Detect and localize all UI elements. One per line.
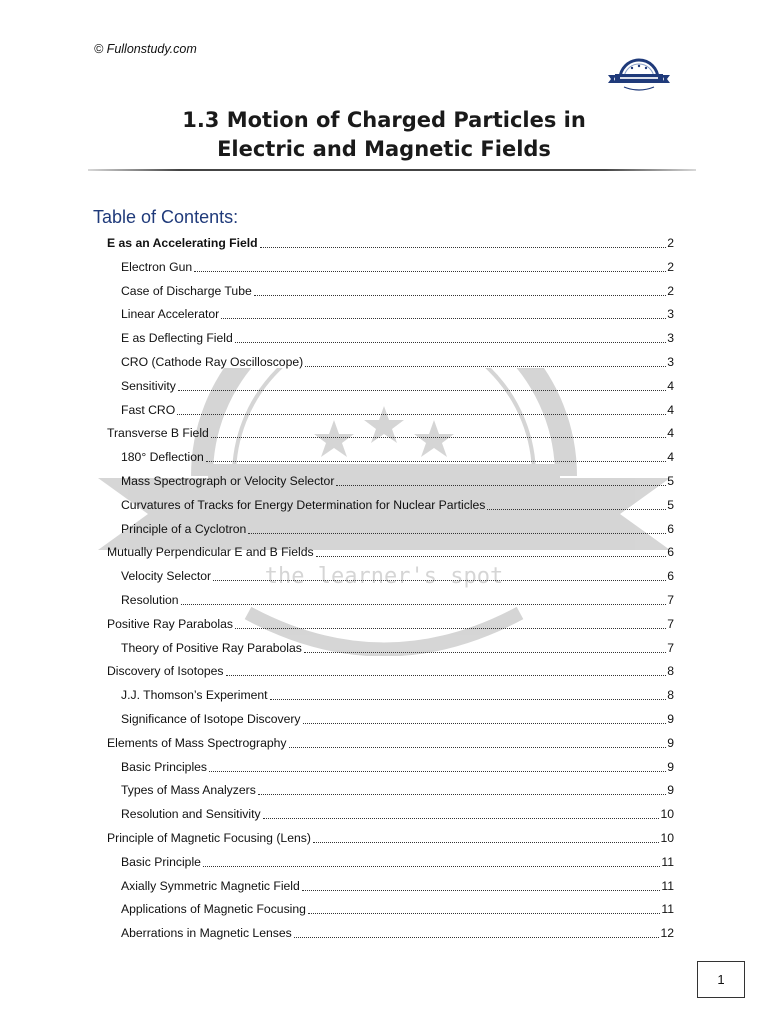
toc-entry-page: 3 <box>667 355 674 369</box>
toc-leader-dots <box>313 842 660 843</box>
toc-entry[interactable] <box>107 419 674 441</box>
watermark-text: the learner's spot <box>264 564 504 589</box>
toc-leader-dots <box>211 437 666 438</box>
toc-leader-dots <box>303 723 667 724</box>
toc-entry[interactable] <box>121 634 674 656</box>
toc-entry[interactable] <box>121 253 674 275</box>
toc-leader-dots <box>206 461 666 462</box>
toc-entry-page: 7 <box>667 616 674 631</box>
toc-entry-label: Resolution and Sensitivity <box>121 807 261 822</box>
toc-entry[interactable] <box>121 872 674 894</box>
toc-leader-dots <box>289 747 667 748</box>
toc-entry[interactable] <box>121 277 674 299</box>
toc-leader-dots <box>260 247 667 248</box>
site-logo <box>606 55 672 95</box>
toc-entry[interactable] <box>121 491 674 513</box>
page-title-line-1: 1.3 Motion of Charged Particles in <box>182 108 586 132</box>
toc-entry-label: E as an Accelerating Field <box>107 236 258 250</box>
toc-entry[interactable] <box>121 443 674 465</box>
toc-entry-page: 6 <box>667 521 674 536</box>
toc-entry-page: 4 <box>667 450 674 465</box>
toc-entry[interactable] <box>121 396 674 418</box>
toc-entry[interactable] <box>107 538 674 560</box>
toc-entry-label: Basic Principles <box>121 759 208 774</box>
toc-entry-page: 3 <box>667 307 674 322</box>
toc-entry-label: Elements of Mass Spectrography <box>107 735 287 750</box>
toc-entry[interactable] <box>121 372 674 394</box>
toc-leader-dots <box>203 866 660 867</box>
toc-entry[interactable] <box>107 610 674 632</box>
toc-entry-page: 11 <box>661 878 674 893</box>
toc-entry[interactable] <box>121 324 674 346</box>
toc-entry-label: Principle of a Cyclotron <box>121 521 247 536</box>
toc-entry-page: 12 <box>660 926 674 941</box>
toc-entry-page: 7 <box>667 593 674 607</box>
toc-entry-page: 9 <box>667 735 674 750</box>
toc-leader-dots <box>258 794 666 795</box>
toc-entry[interactable] <box>107 229 674 251</box>
toc-leader-dots <box>336 485 666 486</box>
toc-entry-label: J.J. Thomson’s Experiment <box>121 688 268 703</box>
toc-entry-page: 2 <box>667 259 674 274</box>
toc-entry-label: Linear Accelerator <box>121 307 220 322</box>
toc-leader-dots <box>270 699 667 700</box>
toc-entry-page: 11 <box>661 854 674 869</box>
toc-leader-dots <box>294 937 660 938</box>
toc-entry[interactable] <box>121 919 674 941</box>
toc-entry-label: Basic Principle <box>121 854 201 869</box>
toc-entry-label: Mutually Perpendicular E and B Fields <box>107 545 314 560</box>
toc-leader-dots <box>178 390 666 391</box>
toc-entry-label: Resolution <box>121 593 179 607</box>
toc-entry[interactable] <box>121 515 674 537</box>
toc-entry-page: 10 <box>660 831 674 845</box>
page-number: 1 <box>717 972 725 987</box>
toc-entry-page: 4 <box>667 426 674 441</box>
toc-entry[interactable] <box>121 586 674 608</box>
toc-entry-page: 11 <box>661 902 674 917</box>
toc-entry-page: 3 <box>667 331 674 346</box>
toc-entry-label: Case of Discharge Tube <box>121 283 252 298</box>
toc-entry[interactable] <box>121 800 674 822</box>
toc-leader-dots <box>304 652 666 653</box>
toc-entry-label: CRO (Cathode Ray Oscilloscope) <box>121 355 304 369</box>
toc-leader-dots <box>316 556 667 557</box>
toc-leader-dots <box>248 533 666 534</box>
page-number-box <box>697 961 745 998</box>
toc-leader-dots <box>194 271 666 272</box>
page-title-line-2: Electric and Magnetic Fields <box>217 137 551 161</box>
toc-leader-dots <box>302 890 661 891</box>
toc-entry-label: Positive Ray Parabolas <box>107 616 233 631</box>
toc-entry-label: 180° Deflection <box>121 450 204 465</box>
toc-leader-dots <box>177 414 666 415</box>
toc-entry-page: 6 <box>667 545 674 560</box>
toc-entry-page: 8 <box>667 688 674 703</box>
toc-entry-page: 10 <box>660 807 674 822</box>
toc-entry-page: 7 <box>667 640 674 655</box>
toc-entry[interactable] <box>121 776 674 798</box>
toc-entry-label: E as Deflecting Field <box>121 331 233 346</box>
toc-entry-label: Transverse B Field <box>107 426 209 441</box>
toc-entry-label: Significance of Isotope Discovery <box>121 712 301 726</box>
toc-heading: Table of Contents: <box>93 207 239 227</box>
toc-leader-dots <box>221 318 666 319</box>
toc-entry[interactable] <box>121 753 674 775</box>
toc-entry[interactable] <box>121 705 674 727</box>
toc-entry-label: Electron Gun <box>121 259 193 274</box>
toc-entry-page: 9 <box>667 759 674 774</box>
toc-leader-dots <box>305 366 666 367</box>
toc-entry[interactable] <box>107 657 674 679</box>
toc-leader-dots <box>226 675 667 676</box>
toc-entry[interactable] <box>121 300 674 322</box>
toc-leader-dots <box>235 342 666 343</box>
page-title <box>0 106 768 164</box>
toc-entry[interactable] <box>121 848 674 870</box>
toc-entry[interactable] <box>121 562 674 584</box>
toc-entry-page: 4 <box>667 378 674 393</box>
copyright-notice: © Fullonstudy.com <box>94 42 197 56</box>
toc-leader-dots <box>181 604 667 605</box>
toc-leader-dots <box>213 580 666 581</box>
toc-leader-dots <box>254 295 666 296</box>
toc-entry-label: Discovery of Isotopes <box>107 664 224 679</box>
toc-entry-page: 2 <box>667 283 674 298</box>
toc-entry-label: Sensitivity <box>121 378 176 393</box>
toc-entry[interactable] <box>107 729 674 751</box>
toc-entry-label: Applications of Magnetic Focusing <box>121 902 306 917</box>
toc-entry-label: Velocity Selector <box>121 569 212 584</box>
toc-entry-label: Axially Symmetric Magnetic Field <box>121 878 300 893</box>
toc-entry-page: 6 <box>667 569 674 584</box>
toc-entry[interactable] <box>121 895 674 917</box>
toc-entry-label: Mass Spectrograph or Velocity Selector <box>121 474 335 488</box>
toc-entry-label: Curvatures of Tracks for Energy Determination for Nuclear Particles <box>121 497 486 512</box>
toc-entry-page: 2 <box>667 236 674 250</box>
toc-leader-dots <box>308 913 660 914</box>
toc-entry[interactable] <box>121 348 674 370</box>
toc-leader-dots <box>263 818 660 819</box>
toc-entry-label: Aberrations in Magnetic Lenses <box>121 926 292 941</box>
toc-leader-dots <box>235 628 666 629</box>
toc-entry[interactable] <box>107 824 674 846</box>
toc-leader-dots <box>209 771 666 772</box>
toc-entry-page: 9 <box>667 712 674 726</box>
toc-leader-dots <box>487 509 666 510</box>
toc-entry[interactable] <box>121 467 674 489</box>
toc-entry-label: Principle of Magnetic Focusing (Lens) <box>107 831 311 845</box>
toc-entry-label: Fast CRO <box>121 402 176 417</box>
toc-entry-page: 5 <box>667 497 674 512</box>
toc-entry-page: 9 <box>667 783 674 798</box>
toc-entry-page: 4 <box>667 402 674 417</box>
toc-entry-label: Types of Mass Analyzers <box>121 783 256 798</box>
toc-entry-page: 8 <box>667 664 674 679</box>
toc-entry[interactable] <box>121 681 674 703</box>
title-divider <box>88 169 696 171</box>
toc-entry-label: Theory of Positive Ray Parabolas <box>121 640 302 655</box>
toc-entry-page: 5 <box>667 474 674 488</box>
